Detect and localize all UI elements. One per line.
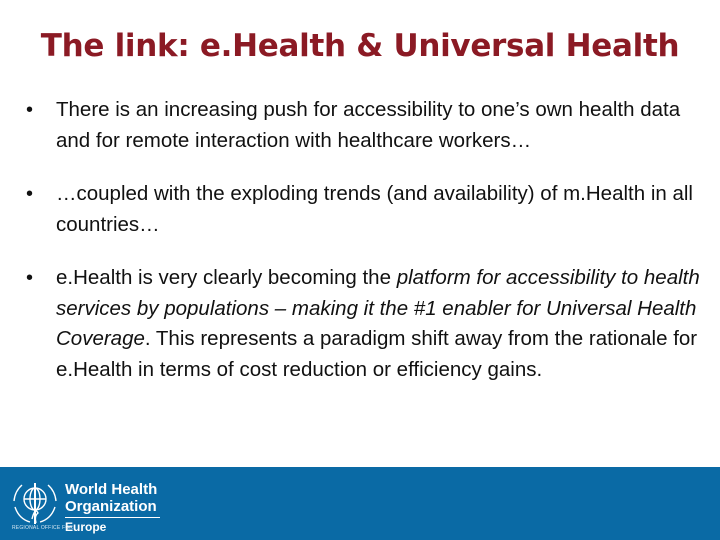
- bullet-text: …coupled with the exploding trends (and availability) of m.Health in all countries…: [56, 182, 693, 236]
- bullet-item-3: [26, 263, 711, 385]
- who-logo-subtext: REGIONAL OFFICE FOR: [12, 525, 74, 531]
- bullet-text-emphasis: platform for accessibility to health services by populations – making it the #1 enabler for Universal Health Coverage: [56, 266, 700, 350]
- bullet-item-2: [26, 179, 711, 240]
- who-logo-line2: Organization: [65, 498, 157, 515]
- bullet-marker: •: [26, 267, 34, 289]
- footer-band: [0, 467, 720, 540]
- bullet-item-1: [26, 95, 711, 156]
- bullet-text: [56, 263, 711, 385]
- bullet-text-plain-end: . This represents a paradigm shift away from the rationale for e.Health in terms of cost reduction or efficiency gains.: [56, 327, 698, 381]
- bullet-marker: •: [26, 183, 34, 205]
- bullet-list: [26, 95, 711, 408]
- who-logo-line1: World Health: [65, 481, 158, 498]
- bullet-marker: •: [26, 99, 34, 121]
- slide-title: The link: e.Health & Universal Health: [40, 28, 680, 64]
- who-emblem-icon: [10, 477, 60, 527]
- who-logo[interactable]: [10, 473, 170, 535]
- bullet-text-plain: e.Health is very clearly becoming the: [56, 266, 397, 289]
- logo-divider: [65, 517, 160, 518]
- bullet-text: There is an increasing push for accessibility to one’s own health data and for remote interaction with healthcare workers…: [56, 98, 681, 152]
- who-logo-region: Europe: [65, 520, 107, 534]
